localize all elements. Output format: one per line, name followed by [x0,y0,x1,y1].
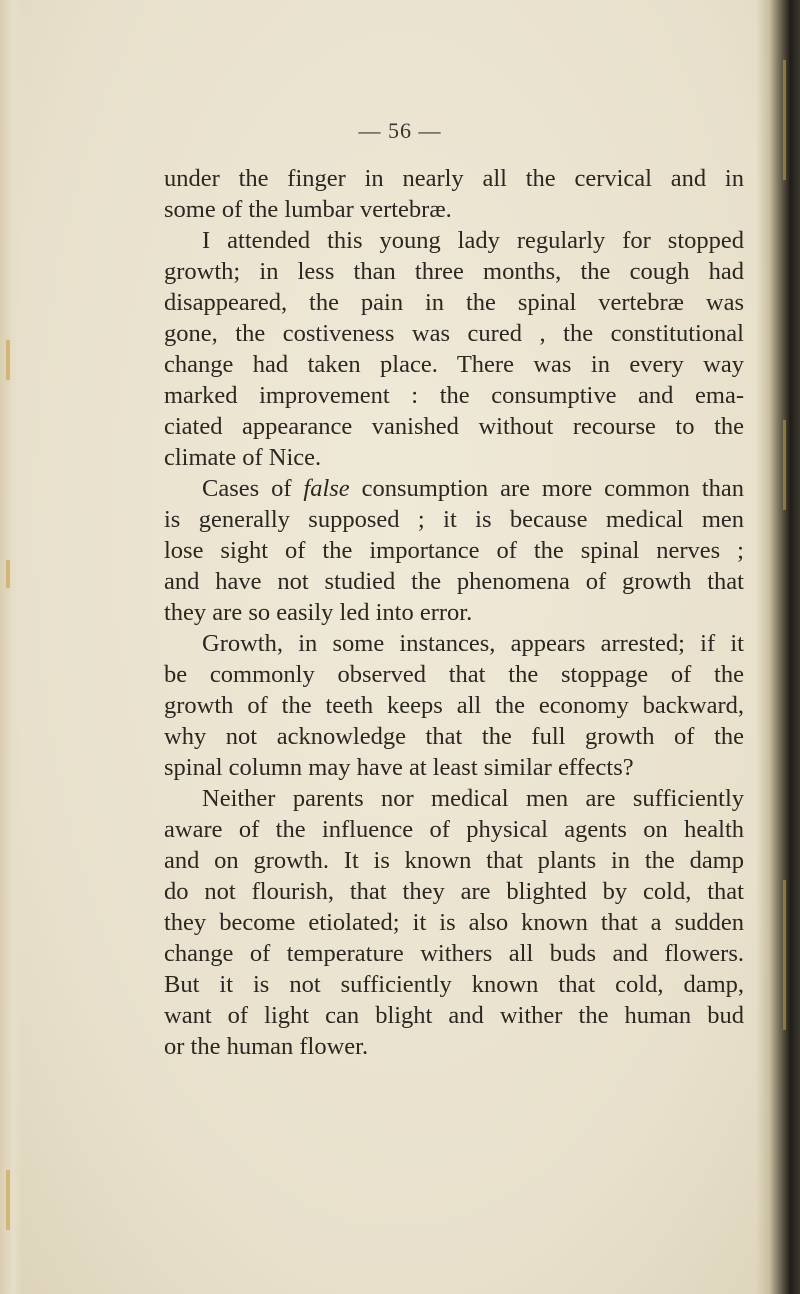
edge-streak [783,880,786,1030]
text-line: and on growth. It is known that plants in the damp [164,847,744,874]
text-line: Growth, in some instances, appears arrested; if it [202,630,744,657]
text-line: or the human flower. [164,1033,369,1060]
edge-streak [783,420,786,510]
text-line: they become etiolated; it is also known that a sudden [164,909,744,936]
text-line: they are so easily led into error. [164,599,473,626]
text-line: gone, the costiveness was cured , the constitutional [164,320,744,347]
text-line: growth of the teeth keeps all the economy backward, [164,692,744,719]
text-line: ciated appearance vanished without recourse to the [164,413,744,440]
text-line: spinal column may have at least similar effects? [164,754,634,781]
text-line: I attended this young lady regularly for stopped [202,227,744,254]
text-line: aware of the influence of physical agents on health [164,816,744,843]
text-line: climate of Nice. [164,444,322,471]
text-line: Neither parents nor medical men are sufficiently [202,785,744,812]
edge-stain [6,560,10,588]
text-line-segment: consumption are more common than [349,475,744,502]
text-line: want of light can blight and wither the human bud [164,1002,744,1029]
text-line-segment: Cases of [202,475,304,502]
page-number: — 56 — [358,118,442,143]
text-line: change of temperature withers all buds and flowers. [164,940,744,967]
text-line: change had taken place. There was in every way [164,351,744,378]
page-left-edge [0,0,22,1294]
text-line: under the finger in nearly all the cervical and in [164,165,744,192]
text-line: is generally supposed ; it is because medical men [164,506,744,533]
text-line [164,473,744,504]
text-line: some of the lumbar vertebræ. [164,196,452,223]
text-line: be commonly observed that the stoppage of the [164,661,744,688]
edge-stain [6,1170,10,1230]
page-right-edge-shadow [756,0,800,1294]
emphasized-word: false [303,475,350,502]
body-text [164,163,744,1062]
text-line: growth; in less than three months, the cough had [164,258,744,285]
text-line: and have not studied the phenomena of growth that [164,568,744,595]
edge-stain [6,340,10,380]
text-line: marked improvement : the consumptive and ema- [164,382,744,409]
text-line: disappeared, the pain in the spinal vertebræ was [164,289,744,316]
text-line: why not acknowledge that the full growth of the [164,723,744,750]
text-line: lose sight of the importance of the spinal nerves ; [164,537,744,564]
text-line: do not flourish, that they are blighted by cold, that [164,878,744,905]
text-line: But it is not sufficiently known that cold, damp, [164,971,744,998]
